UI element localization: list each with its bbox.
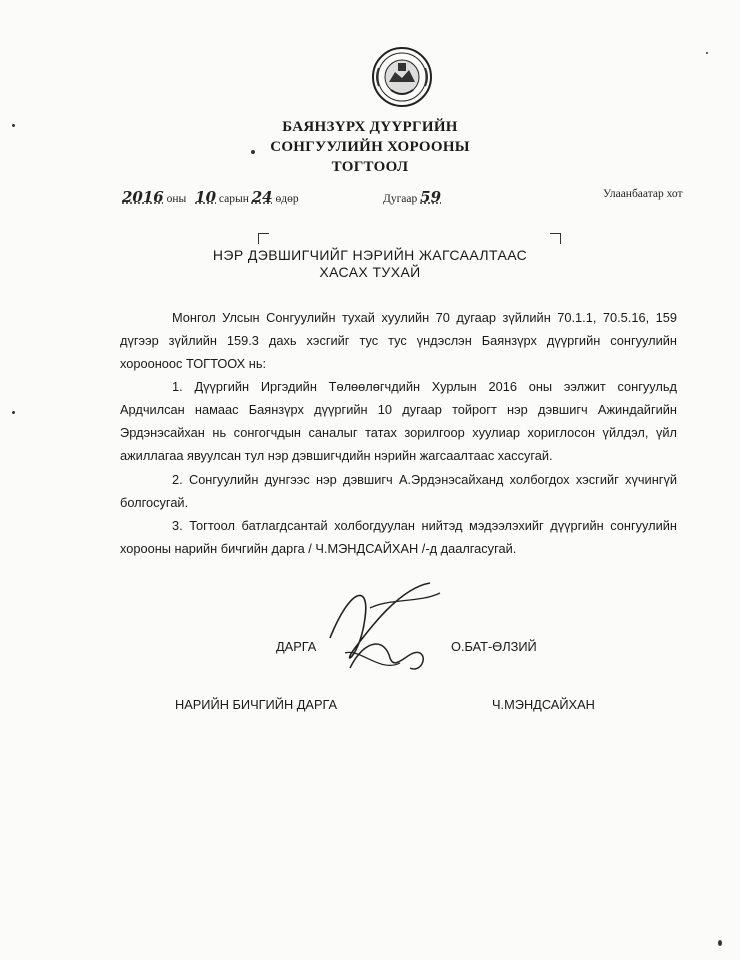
number-line <box>383 188 441 206</box>
scan-speck <box>706 52 708 54</box>
item-2-paragraph: 2. Сонгуулийн дунгээс нэр дэвшигч А.Эрдэнэсайханд холбогдох хэсгийг хүчингүй болгосугай. <box>120 472 677 510</box>
chair-title: ДАРГА <box>276 639 317 654</box>
scan-speck <box>718 940 722 946</box>
scan-speck <box>12 124 15 127</box>
scan-speck <box>12 411 15 414</box>
state-emblem-icon <box>371 46 433 108</box>
bracket-left <box>258 233 269 244</box>
city-label: Улаанбаатар хот <box>603 188 683 200</box>
number-handwritten: 59 <box>420 188 442 206</box>
header-line-1: БАЯНЗҮРХ ДҮҮРГИЙН <box>282 119 458 135</box>
month-handwritten: 10 <box>195 188 217 206</box>
date-line <box>122 188 299 206</box>
title-line-1: НЭР ДЭВШИГЧИЙГ НЭРИЙН ЖАГСААЛТААС <box>212 247 528 263</box>
month-label: сарын <box>218 193 249 205</box>
chair-signature <box>310 578 460 688</box>
item-3-paragraph: 3. Тогтоол батлагдсантай холбогдуулан нийтэд мэдээлэхийг дүүргийн сонгуулийн хорооны нарийн бичгийн дарга / Ч.МЭНДСАЙХАН /-д даалгасугай. <box>120 518 677 556</box>
bracket-right <box>550 233 561 244</box>
day-handwritten: 24 <box>251 188 273 206</box>
number-label: Дугаар <box>383 193 418 205</box>
year-label: оны <box>166 193 187 205</box>
chair-name: О.БАТ-ӨЛЗИЙ <box>451 639 537 654</box>
item-1-paragraph: 1. Дүүргийн Иргэдийн Төлөөлөгчдийн Хурлын 2016 оны ээлжит сонгуульд Ардчилсан намаас Баянзүрх дүүргийн 10 дугаар тойрогт нэр дэвшигч Ажиндайгийн Эрдэнэсайхан нь сонгогчдын саналыг татах зорилгоор хуулиар хориглосон үйлдэл, үйл ажиллагаа явуулсан тул нэр дэвшигчдийн нэрийн жагсаалтаас хассугай. <box>120 379 677 463</box>
intro-paragraph: Монгол Улсын Сонгуулийн тухай хуулийн 70 дугаар зүйлийн 70.1.1, 70.5.16, 159 дүгээр зүйлийн 159.3 дахь хэсгийг тус тус үндэслэн Баянзүрх дүүргийн сонгуулийн хорооноос ТОГТООХ нь: <box>120 310 677 371</box>
header-line-3: ТОГТООЛ <box>331 159 409 175</box>
scan-speck <box>251 150 255 154</box>
title-line-2: ХАСАХ ТУХАЙ <box>319 264 421 280</box>
secretary-title: НАРИЙН БИЧГИЙН ДАРГА <box>175 697 338 712</box>
day-label: өдөр <box>275 193 299 205</box>
header-line-2: СОНГУУЛИЙН ХОРООНЫ <box>270 139 470 155</box>
secretary-name: Ч.МЭНДСАЙХАН <box>492 697 595 712</box>
year-handwritten: 2016 <box>122 188 164 206</box>
